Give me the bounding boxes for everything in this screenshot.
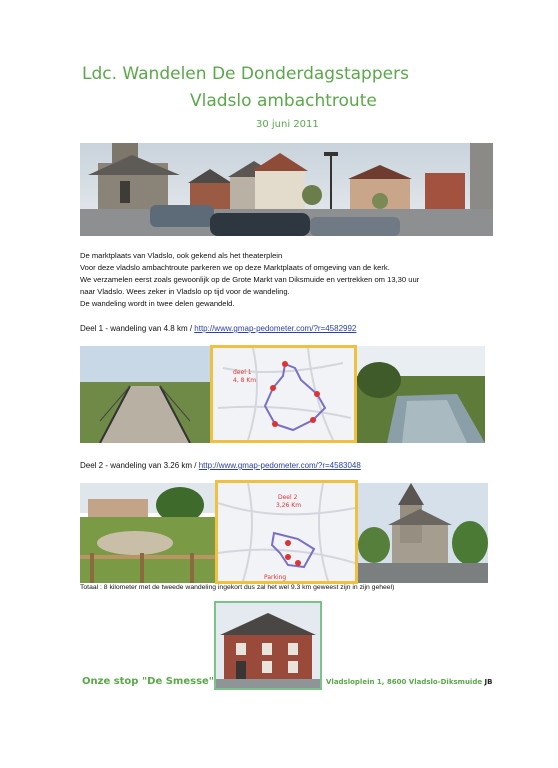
bridge-photo bbox=[80, 346, 210, 443]
intro-line: naar Vladslo. Wees zeker in Vladslo op tijd voor de wandeling. bbox=[80, 287, 290, 296]
author-initials: JB bbox=[484, 678, 493, 686]
deel2-map-label: Deel 2 bbox=[278, 494, 298, 501]
deel2-caption bbox=[80, 461, 361, 470]
church-photo bbox=[358, 483, 488, 583]
intro-text bbox=[80, 250, 500, 310]
deel1-map bbox=[210, 345, 357, 443]
stop-label: Onze stop "De Smesse" bbox=[82, 676, 215, 687]
intro-line: De marktplaats van Vladslo, ook gekend als het theaterplein bbox=[80, 251, 283, 260]
deel1-map-km: 4, 8 Km bbox=[233, 377, 257, 384]
totaal-note: Totaal : 8 kilometer met de tweede wandeling ingekort dus zal het wel 9.3 km geweest zijn in zijn geheel) bbox=[80, 584, 395, 591]
date: 30 juni 2011 bbox=[256, 119, 319, 130]
river-photo bbox=[357, 346, 485, 443]
de-smesse-photo bbox=[214, 601, 322, 690]
deel2-map-km: 3,26 Km bbox=[276, 502, 302, 509]
deel1-link[interactable]: http://www.gmap-pedometer.com/?r=4582992 bbox=[194, 324, 357, 333]
deel2-label: Deel 2 - wandeling van 3.26 km / bbox=[80, 461, 199, 470]
deel1-map-label: deel 1 bbox=[233, 369, 252, 376]
intro-line: De wandeling wordt in twee delen gewandeld. bbox=[80, 299, 235, 308]
parking-label: Parking bbox=[264, 574, 287, 581]
garden-photo bbox=[80, 483, 215, 583]
deel1-label: Deel 1 - wandeling van 4.8 km / bbox=[80, 324, 195, 333]
marktplaats-photo bbox=[80, 143, 493, 236]
intro-line: We verzamelen eerst zoals gewoonlijk op de Grote Markt van Diksmuide en vertrekken om 13,30 uur bbox=[80, 275, 420, 284]
deel2-link[interactable]: http://www.gmap-pedometer.com/?r=4583048 bbox=[198, 461, 361, 470]
route-title: Vladslo ambachtroute bbox=[190, 91, 377, 111]
document-title: Ldc. Wandelen De Donderdagstappers bbox=[82, 64, 409, 84]
deel2-map bbox=[215, 480, 358, 584]
address-text: Vladsloplein 1, 8600 Vladslo-Diksmuide bbox=[326, 678, 483, 686]
stop-address bbox=[326, 678, 492, 686]
intro-line: Voor deze vladslo ambachtroute parkeren we op deze Marktplaats of omgeving van de kerk. bbox=[80, 263, 390, 272]
deel1-caption bbox=[80, 324, 356, 333]
